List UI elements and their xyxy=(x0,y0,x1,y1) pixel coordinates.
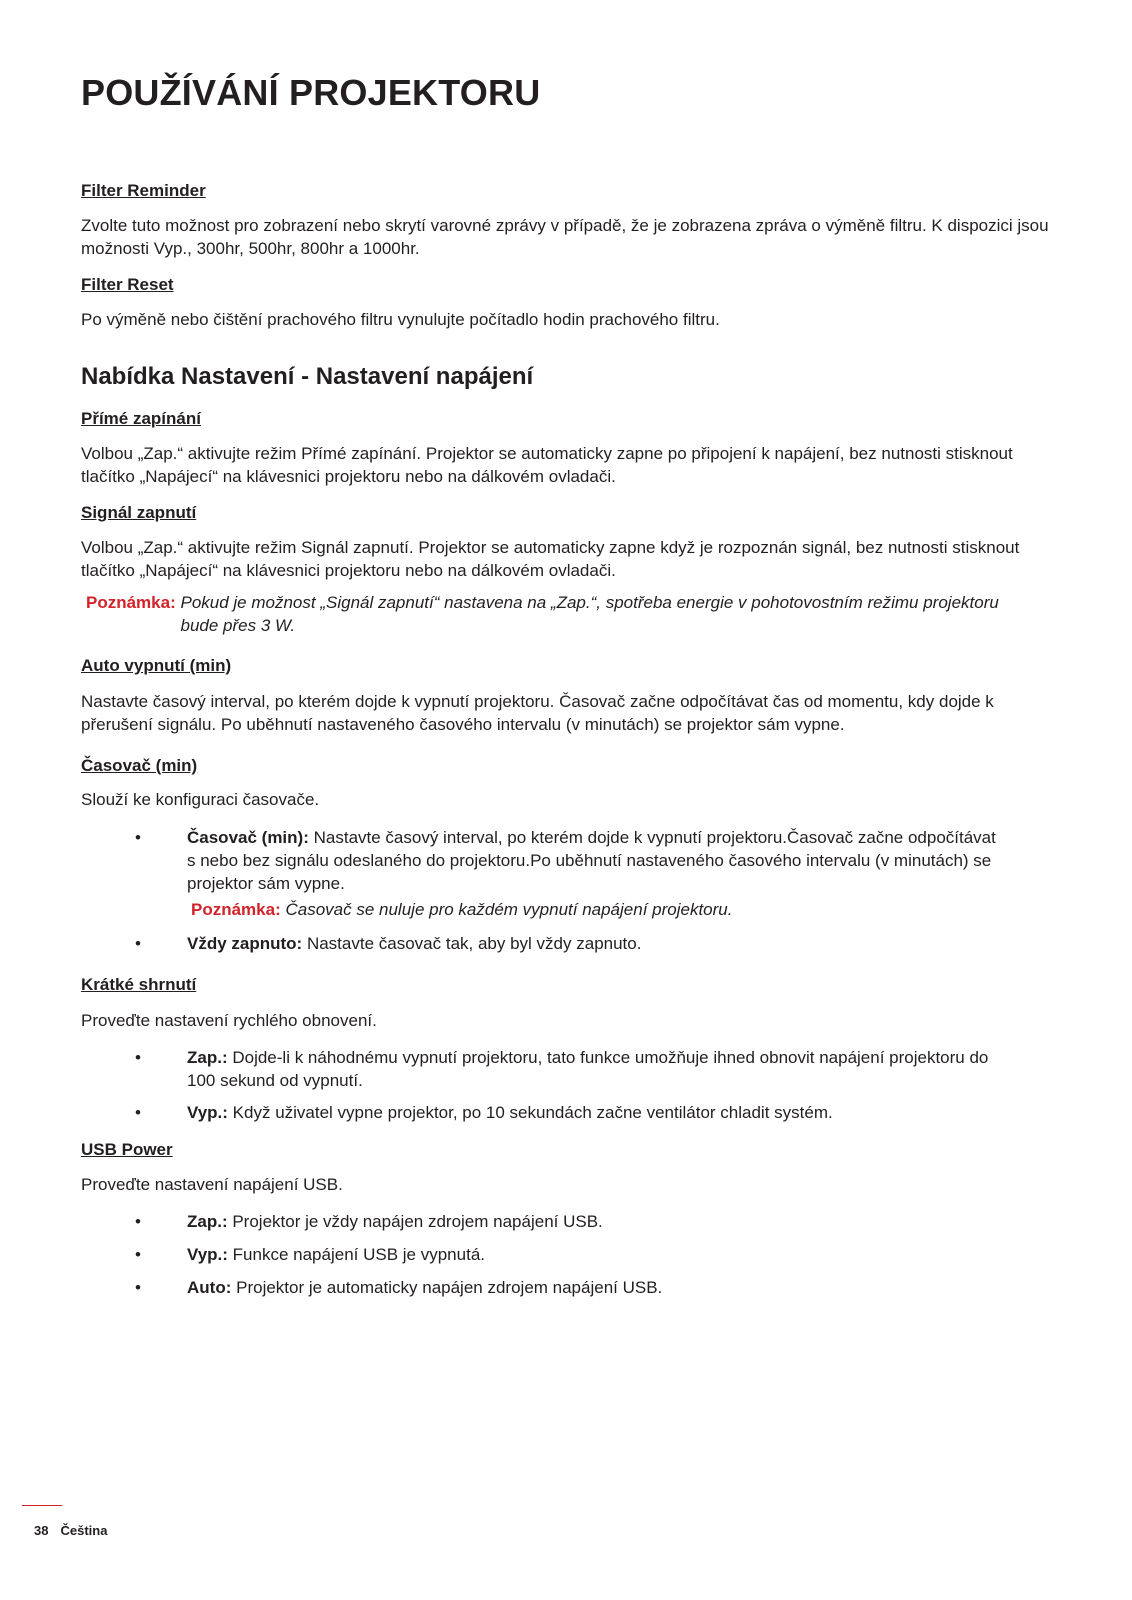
bullet-dot: • xyxy=(135,1212,141,1231)
timer-note xyxy=(191,898,1011,921)
page-number: 38 xyxy=(34,1523,49,1538)
power-section-title: Nabídka Nastavení - Nastavení napájení xyxy=(81,363,534,390)
timer-heading: Časovač (min) xyxy=(81,756,198,775)
list-item-label: Vyp.: xyxy=(187,1103,228,1122)
quick-resume-text: Proveďte nastavení rychlého obnovení. xyxy=(81,1011,377,1030)
list-item-text: Projektor je automaticky napájen zdrojem napájení USB. xyxy=(236,1278,663,1297)
signal-power-heading: Signál zapnutí xyxy=(81,503,197,522)
signal-power-text: Volbou „Zap.“ aktivujte režim Signál zapnutí. Projektor se automaticky zapne když je rozpoznán signál, bez nutnosti stisknout tlačítko „Napájecí“ na klávesnici projektoru nebo na dálkovém ovladači. xyxy=(81,538,1020,580)
direct-power-heading: Přímé zapínání xyxy=(81,409,201,428)
list-item xyxy=(187,1210,1007,1233)
signal-power-note xyxy=(86,591,1036,637)
direct-power-text: Volbou „Zap.“ aktivujte režim Přímé zapínání. Projektor se automaticky zapne po připojení k napájení, bez nutnosti stisknout tlačítko „Napájecí“ na klávesnici projektoru nebo na dálkovém ovladači. xyxy=(81,444,1013,486)
filter-reminder-text: Zvolte tuto možnost pro zobrazení nebo skrytí varovné zprávy v případě, že je zobrazena zpráva o výměně filtru. K dispozici jsou možnosti Vyp., 300hr, 500hr, 800hr a 1000hr. xyxy=(81,216,1049,258)
list-item xyxy=(187,1046,1007,1092)
list-item-text: Nastavte časový interval, po kterém dojde k vypnutí projektoru.Časovač začne odpočítávat s nebo bez signálu odeslaného do projektoru.Po uběhnutí nastaveného časového intervalu (v minutách) se projektor sám vypne. xyxy=(187,828,996,893)
note-label: Poznámka: xyxy=(191,900,281,919)
usb-power-heading: USB Power xyxy=(81,1140,173,1159)
filter-reset-heading: Filter Reset xyxy=(81,275,174,294)
list-item-label: Vždy zapnuto: xyxy=(187,934,303,953)
auto-off-text: Nastavte časový interval, po kterém dojde k vypnutí projektoru. Časovač začne odpočítávat čas od momentu, kdy dojde k přerušení signálu. Po uběhnutí nastaveného časového intervalu (v minutách) se projektor sám vypne. xyxy=(81,692,994,734)
bullet-dot: • xyxy=(135,934,141,953)
auto-off-heading: Auto vypnutí (min) xyxy=(81,656,232,675)
list-item-text: Když uživatel vypne projektor, po 10 sekundách začne ventilátor chladit systém. xyxy=(232,1103,833,1122)
list-item-label: Auto: xyxy=(187,1278,232,1297)
note-text: Časovač se nuluje pro každém vypnutí napájení projektoru. xyxy=(285,900,733,919)
bullet-dot: • xyxy=(135,1048,141,1067)
list-item-label: Zap.: xyxy=(187,1212,228,1231)
list-item xyxy=(187,1243,1007,1266)
list-item xyxy=(187,1101,1007,1124)
footer-language: Čeština xyxy=(60,1523,108,1538)
note-label: Poznámka: xyxy=(86,593,176,612)
footer-rule xyxy=(22,1505,62,1506)
list-item-text: Nastavte časovač tak, aby byl vždy zapnuto. xyxy=(306,934,642,953)
list-item-text: Funkce napájení USB je vypnutá. xyxy=(232,1245,485,1264)
list-item xyxy=(187,932,1007,955)
bullet-dot: • xyxy=(135,828,141,847)
page-title: POUŽÍVÁNÍ PROJEKTORU xyxy=(81,72,541,113)
list-item xyxy=(187,1276,1007,1299)
bullet-dot: • xyxy=(135,1103,141,1122)
list-item-text: Projektor je vždy napájen zdrojem napájení USB. xyxy=(232,1212,603,1231)
list-item-text: Dojde-li k náhodnému vypnutí projektoru, tato funkce umožňuje ihned obnovit napájení projektoru do 100 sekund od vypnutí. xyxy=(187,1048,989,1090)
filter-reminder-heading: Filter Reminder xyxy=(81,181,206,200)
bullet-dot: • xyxy=(135,1278,141,1297)
list-item-label: Zap.: xyxy=(187,1048,228,1067)
usb-power-text: Proveďte nastavení napájení USB. xyxy=(81,1175,343,1194)
timer-text: Slouží ke konfiguraci časovače. xyxy=(81,790,320,809)
list-item-label: Časovač (min): xyxy=(187,828,309,847)
note-text: Pokud je možnost „Signál zapnutí“ nastavena na „Zap.“, spotřeba energie v pohotovostním režimu projektoru bude přes 3 W. xyxy=(180,593,999,635)
list-item xyxy=(187,826,1007,895)
bullet-dot: • xyxy=(135,1245,141,1264)
page-footer xyxy=(34,1523,107,1538)
list-item-label: Vyp.: xyxy=(187,1245,228,1264)
quick-resume-heading: Krátké shrnutí xyxy=(81,975,197,994)
filter-reset-text: Po výměně nebo čištění prachového filtru vynulujte počítadlo hodin prachového filtru. xyxy=(81,310,720,329)
